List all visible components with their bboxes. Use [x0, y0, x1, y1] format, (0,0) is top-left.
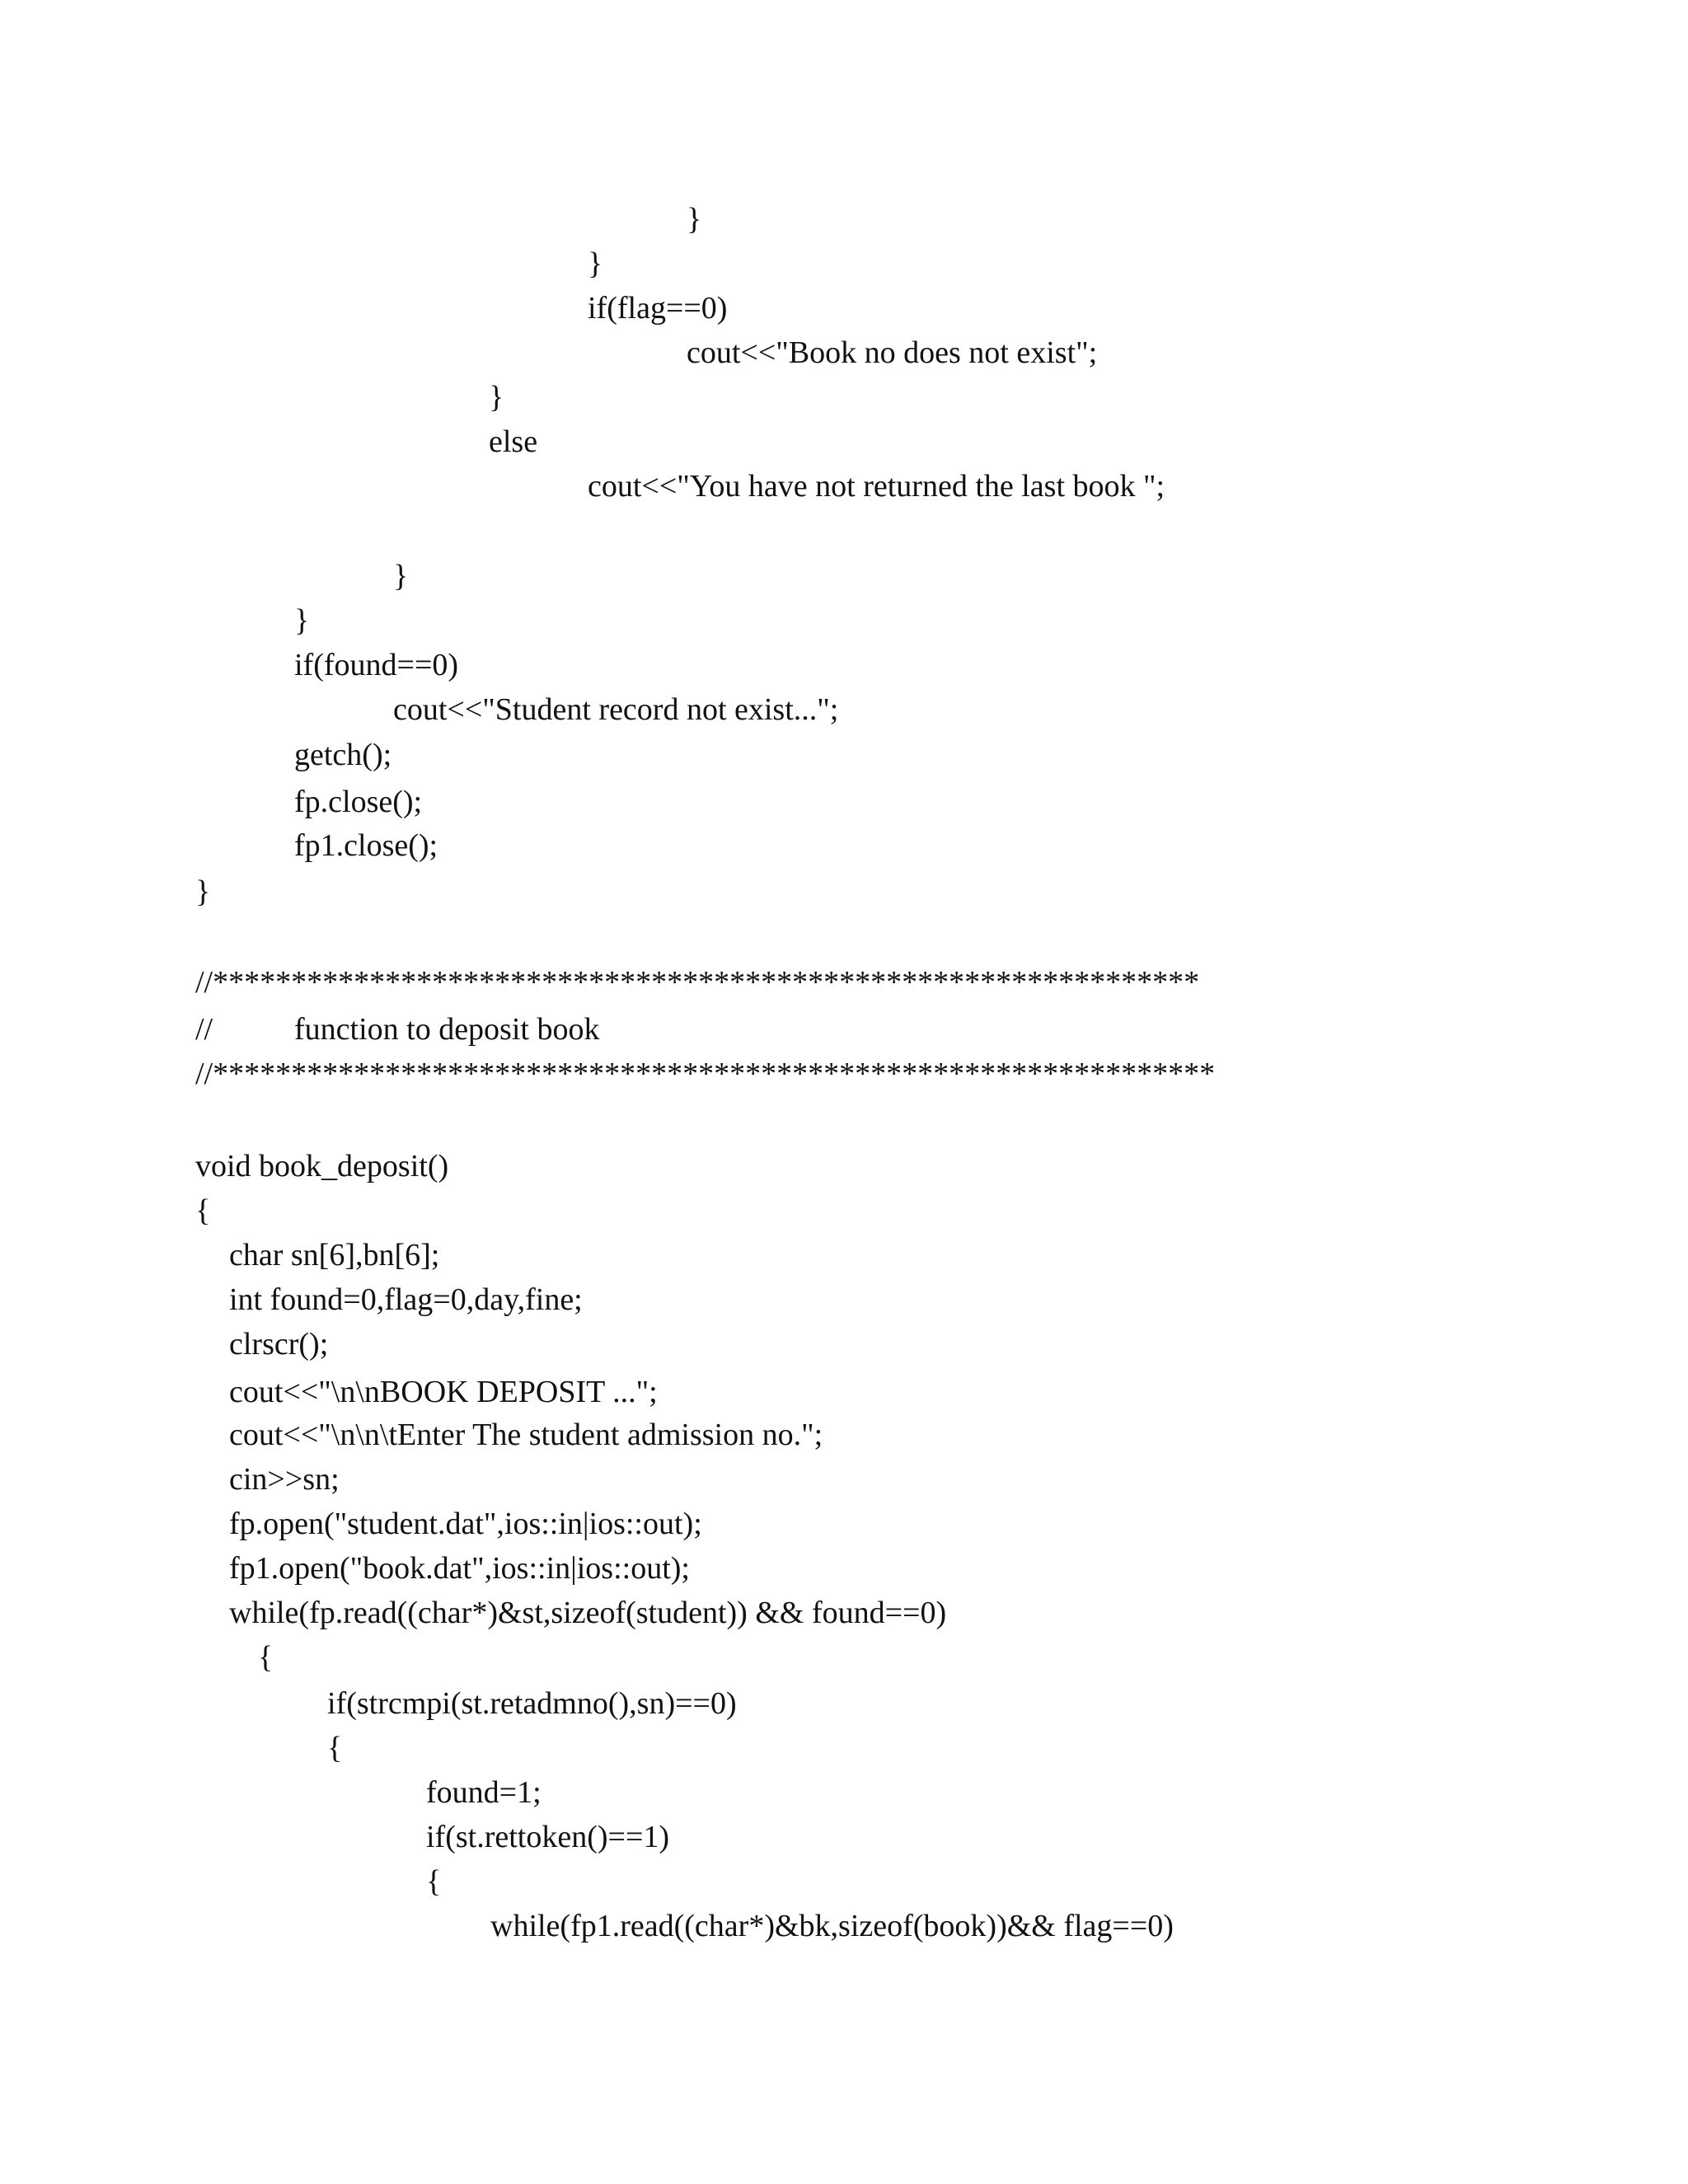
code-line: cin>>sn;: [229, 1462, 340, 1497]
code-line: while(fp1.read((char*)&bk,sizeof(book))&& flag==0): [490, 1909, 1174, 1943]
code-line: else: [489, 424, 538, 459]
code-line: if(flag==0): [588, 291, 728, 326]
code-line: if(st.rettoken()==1): [426, 1820, 670, 1854]
code-line: fp.open("student.dat",ios::in|ios::out);: [229, 1507, 702, 1541]
code-line: {: [327, 1731, 343, 1765]
code-line: }: [195, 874, 211, 909]
code-line: char sn[6],bn[6];: [229, 1238, 440, 1272]
code-line: cout<<"Book no does not exist";: [687, 335, 1098, 370]
code-line: {: [258, 1640, 274, 1675]
code-line: found=1;: [426, 1775, 542, 1810]
code-line: }: [294, 603, 310, 638]
comment-divider: //***************************************************************: [195, 965, 1200, 1000]
code-line: cout<<"You have not returned the last book ";: [588, 469, 1165, 504]
code-line: }: [588, 246, 603, 281]
code-line: clrscr();: [229, 1327, 329, 1361]
code-line: }: [489, 380, 504, 415]
code-line: fp1.close();: [294, 828, 438, 863]
comment-text: function to deposit book: [294, 1012, 600, 1047]
code-line: cout<<"\n\n\tEnter The student admission no.";: [229, 1418, 823, 1452]
code-line: }: [393, 559, 409, 593]
code-line: {: [426, 1864, 442, 1899]
code-line: cout<<"Student record not exist...";: [393, 692, 839, 727]
code-line: while(fp.read((char*)&st,sizeof(student)) && found==0): [229, 1596, 947, 1630]
comment-divider: //****************************************************************: [195, 1057, 1216, 1091]
code-line: if(found==0): [294, 648, 459, 682]
code-line: }: [687, 202, 702, 237]
code-line: {: [195, 1193, 211, 1228]
comment-marker: //: [195, 1012, 213, 1047]
code-line: cout<<"\n\nBOOK DEPOSIT ...";: [229, 1375, 658, 1409]
code-line: getch();: [294, 738, 392, 772]
code-line: fp.close();: [294, 785, 423, 819]
function-signature: void book_deposit(): [195, 1149, 449, 1183]
code-line: int found=0,flag=0,day,fine;: [229, 1282, 583, 1317]
code-line: if(strcmpi(st.retadmno(),sn)==0): [327, 1686, 737, 1721]
code-line: fp1.open("book.dat",ios::in|ios::out);: [229, 1551, 690, 1586]
